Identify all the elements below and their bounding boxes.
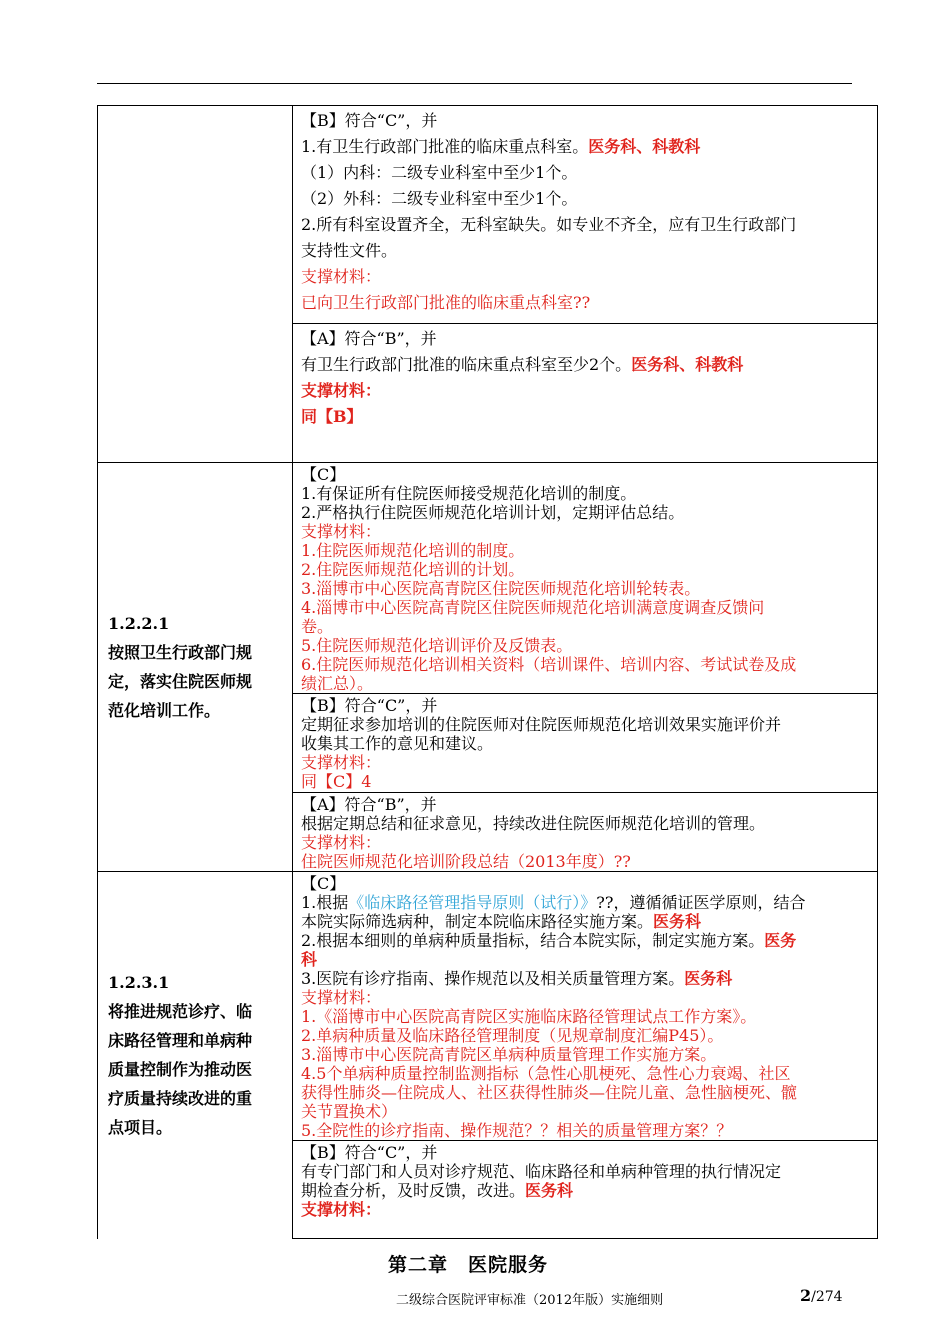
- text-segment: ??，遵循循证医学原则，结合: [596, 893, 806, 912]
- header-rule: [97, 83, 852, 84]
- text-segment: 医务: [764, 931, 797, 950]
- text-segment: 关节置换术）: [301, 1102, 398, 1121]
- criterion-text: 质量控制作为推动医: [108, 1060, 253, 1080]
- text-line: [301, 212, 873, 238]
- text-segment: 3.淄博市中心医院高青院区单病种质量管理工作实施方案。: [301, 1045, 717, 1064]
- text-line: [301, 852, 873, 871]
- chapter-title: 第二章 医院服务: [388, 1254, 549, 1276]
- text-line: [301, 160, 873, 186]
- grade-cell: [293, 793, 878, 872]
- text-segment: 【A】符合“B”，并: [301, 329, 437, 348]
- text-line: [301, 1143, 873, 1162]
- text-segment: 支撑材料：: [301, 753, 382, 772]
- grade-cell: [293, 324, 878, 463]
- grade-cell: [293, 872, 878, 1141]
- criterion-text: 范化培训工作。: [108, 701, 221, 720]
- table-row: [98, 463, 878, 694]
- grade-cell: [293, 106, 878, 324]
- text-segment: 4.5个单病种质量控制监测指标（急性心肌梗死、急性心力衰竭、社区: [301, 1064, 791, 1083]
- text-line: [301, 636, 873, 655]
- text-line: [301, 874, 873, 893]
- text-segment: 科: [301, 950, 318, 969]
- text-segment: 收集其工作的意见和建议。: [301, 734, 494, 753]
- text-segment: 已向卫生行政部门批准的临床重点科室??: [301, 293, 591, 312]
- text-segment: 2.根据本细则的单病种质量指标，结合本院实际，制定实施方案。: [301, 931, 765, 950]
- text-segment: 【C】: [301, 465, 346, 484]
- text-line: [301, 753, 873, 772]
- text-segment: 【B】符合“C”，并: [301, 1143, 438, 1162]
- text-segment: 6.住院医师规范化培训相关资料（培训课件、培训内容、考试试卷及成: [301, 655, 797, 674]
- text-segment: 1.有卫生行政部门批准的临床重点科室。: [301, 137, 589, 156]
- text-segment: 【B】符合“C”，并: [301, 696, 438, 715]
- text-line: [301, 1121, 873, 1140]
- text-line: [301, 326, 873, 352]
- text-line: [301, 1200, 873, 1219]
- text-line: [301, 734, 873, 753]
- text-segment: 【B】符合“C”，并: [301, 111, 438, 130]
- footer-text: 二级综合医院评审标准（2012年版）实施细则: [396, 1293, 664, 1308]
- text-line: [301, 1102, 873, 1121]
- text-line: [301, 290, 873, 316]
- text-segment: 绩汇总）。: [301, 674, 374, 693]
- text-segment: 1.根据: [301, 893, 349, 912]
- text-line: [301, 988, 873, 1007]
- text-segment: 医务科: [525, 1181, 574, 1200]
- text-line: [301, 696, 873, 715]
- text-segment: 获得性肺炎—住院成人、社区获得性肺炎—住院儿童、急性脑梗死、髋: [301, 1083, 798, 1102]
- text-segment: （2）外科：二级专业科室中至少1个。: [301, 189, 578, 208]
- text-line: [301, 352, 873, 378]
- criterion-text: 1.2.3.1: [108, 973, 170, 993]
- text-line: [301, 378, 873, 404]
- text-segment: 《临床路径管理指导原则（试行）》: [348, 893, 597, 912]
- page-number: [800, 1286, 843, 1305]
- text-segment: 定期征求参加培训的住院医师对住院医师规范化培训效果实施评价并: [301, 715, 782, 734]
- text-segment: 有专门部门和人员对诊疗规范、临床路径和单病种管理的执行情况定: [301, 1162, 782, 1181]
- text-segment: 卷。: [301, 617, 334, 636]
- text-line: [301, 950, 873, 969]
- criterion-text: 按照卫生行政部门规: [108, 643, 253, 662]
- text-line: [301, 264, 873, 290]
- criterion-text: 定，落实住院医师规: [108, 672, 253, 691]
- text-segment: 1.有保证所有住院医师接受规范化培训的制度。: [301, 484, 637, 503]
- text-segment: 5.住院医师规范化培训评价及反馈表。: [301, 636, 573, 655]
- criterion-text: 疗质量持续改进的重: [108, 1089, 253, 1109]
- text-segment: 4.淄博市中心医院高青院区住院医师规范化培训满意度调查反馈问: [301, 598, 765, 617]
- text-line: [301, 715, 873, 734]
- text-line: [301, 1007, 873, 1026]
- criterion-cell: [98, 463, 293, 872]
- criterion-text: 1.2.2.1: [108, 614, 170, 633]
- text-line: [301, 598, 873, 617]
- text-line: [301, 772, 873, 791]
- text-segment: 根据定期总结和征求意见，持续改进住院医师规范化培训的管理。: [301, 814, 766, 833]
- text-line: [301, 541, 873, 560]
- standards-table: [97, 105, 878, 1239]
- text-line: [301, 579, 873, 598]
- text-line: [301, 465, 873, 484]
- text-line: [301, 795, 873, 814]
- text-segment: 3.淄博市中心医院高青院区住院医师规范化培训轮转表。: [301, 579, 701, 598]
- text-line: [301, 655, 873, 674]
- text-line: [301, 108, 873, 134]
- text-segment: 医务科: [684, 969, 733, 988]
- text-line: [301, 238, 873, 264]
- text-line: [301, 134, 873, 160]
- text-line: [301, 1064, 873, 1083]
- text-segment: 医务科、科教科: [631, 355, 744, 374]
- text-segment: 支撑材料：: [301, 833, 382, 852]
- text-segment: 5.全院性的诊疗指南、操作规范？？相关的质量管理方案？？: [301, 1121, 733, 1140]
- text-segment: 同【C】4: [301, 772, 372, 791]
- text-segment: 2.住院医师规范化培训的计划。: [301, 560, 525, 579]
- text-line: [301, 1045, 873, 1064]
- grade-cell: [293, 463, 878, 694]
- text-line: [301, 893, 873, 912]
- text-line: [301, 522, 873, 541]
- text-line: [301, 814, 873, 833]
- text-segment: 【C】: [301, 874, 346, 893]
- text-segment: 3.医院有诊疗指南、操作规范以及相关质量管理方案。: [301, 969, 685, 988]
- text-segment: 支撑材料：: [301, 381, 382, 400]
- text-segment: 支持性文件。: [301, 241, 398, 260]
- text-segment: 1.《淄博市中心医院高青院区实施临床路径管理试点工作方案》。: [301, 1007, 757, 1026]
- text-segment: 支撑材料：: [301, 522, 382, 541]
- text-segment: 支撑材料：: [301, 988, 382, 1007]
- text-line: [301, 186, 873, 212]
- text-line: [301, 969, 873, 988]
- text-line: [301, 404, 873, 430]
- text-line: [301, 484, 873, 503]
- text-segment: 本院实际筛选病种，制定本院临床路径实施方案。: [301, 912, 654, 931]
- table-row: [98, 106, 878, 324]
- text-segment: 医务科: [653, 912, 702, 931]
- text-segment: 住院医师规范化培训阶段总结（2013年度）??: [301, 852, 631, 871]
- text-line: [301, 931, 873, 950]
- text-segment: 支撑材料：: [301, 1200, 382, 1219]
- table-row: [98, 872, 878, 1141]
- text-line: [301, 1083, 873, 1102]
- criterion-cell: [98, 872, 293, 1239]
- text-line: [301, 674, 873, 693]
- text-line: [301, 560, 873, 579]
- page-total: /274: [811, 1289, 843, 1305]
- text-segment: 有卫生行政部门批准的临床重点科室至少2个。: [301, 355, 632, 374]
- text-segment: （1）内科：二级专业科室中至少1个。: [301, 163, 578, 182]
- criterion-text: 将推进规范诊疗、临: [108, 1002, 253, 1022]
- text-line: [301, 912, 873, 931]
- text-segment: 【A】符合“B”，并: [301, 795, 437, 814]
- text-line: [301, 1026, 873, 1045]
- text-line: [301, 503, 873, 522]
- text-line: [301, 1181, 873, 1200]
- text-segment: 支撑材料：: [301, 267, 382, 286]
- grade-cell: [293, 694, 878, 793]
- text-segment: 2.所有科室设置齐全，无科室缺失。如专业不齐全，应有卫生行政部门: [301, 215, 797, 234]
- text-line: [301, 833, 873, 852]
- text-line: [301, 617, 873, 636]
- text-segment: 1.住院医师规范化培训的制度。: [301, 541, 525, 560]
- criterion-cell: [98, 106, 293, 463]
- text-segment: 2.单病种质量及临床路径管理制度（见规章制度汇编P45）。: [301, 1026, 724, 1045]
- text-segment: 期检查分析，及时反馈，改进。: [301, 1181, 526, 1200]
- criterion-text: 床路径管理和单病种: [108, 1031, 253, 1051]
- page-current: 2: [800, 1286, 812, 1305]
- criterion-text: 点项目。: [108, 1118, 173, 1138]
- text-segment: 2.严格执行住院医师规范化培训计划，定期评估总结。: [301, 503, 685, 522]
- text-segment: 同【B】: [301, 407, 363, 426]
- text-line: [301, 1162, 873, 1181]
- text-segment: 医务科、科教科: [588, 137, 701, 156]
- grade-cell: [293, 1141, 878, 1239]
